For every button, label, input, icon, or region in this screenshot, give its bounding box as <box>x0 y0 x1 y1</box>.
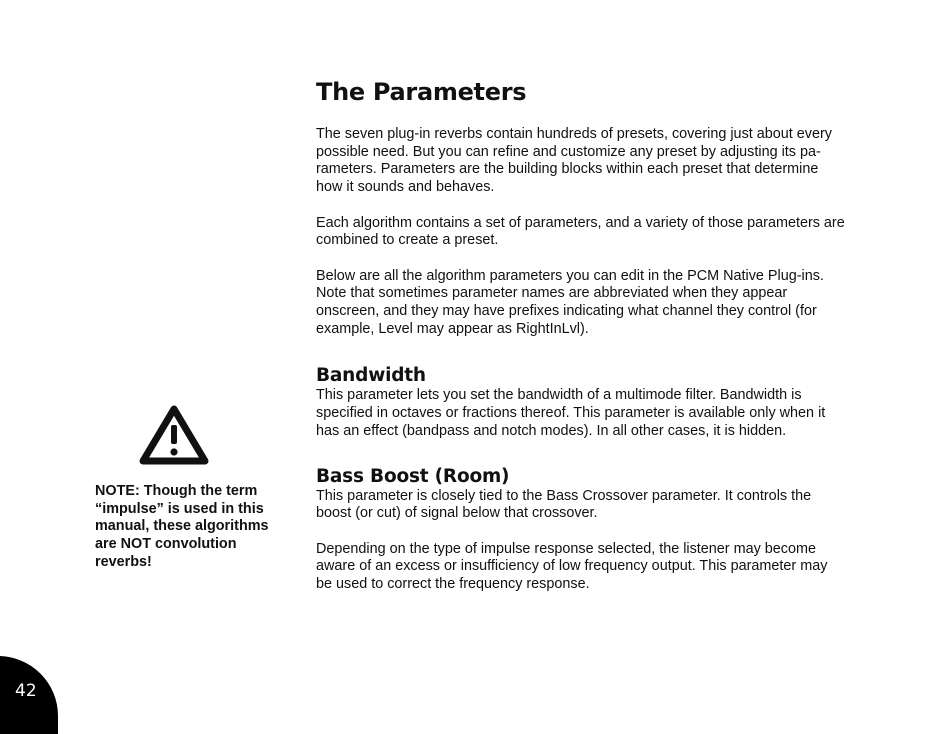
page-number: 42 <box>15 681 37 701</box>
warning-icon <box>137 403 211 469</box>
bass-boost-paragraph-1: This parameter is closely tied to the Bass Crossover parameter. It controls the boost (or cut) of signal below that crossover. <box>316 487 812 522</box>
intro-paragraph-2: Each algorithm contains a set of parameters, and a variety of those parameters are combined to create a preset. <box>316 214 845 249</box>
main-content <box>316 74 846 594</box>
intro-paragraph-3: Below are all the algorithm parameters you can edit in the PCM Native Plug-ins. Note that sometimes parameter names are abbreviated when they appear onscreen, and they may have prefixes indicating what channel they control (for example, Level may appear as RightInLvl). <box>316 267 824 337</box>
section-heading-bandwidth: Bandwidth <box>316 365 426 387</box>
section-heading-bass-boost: Bass Boost (Room) <box>316 465 510 487</box>
bass-boost-paragraph-2: Depending on the type of impulse response selected, the listener may become aware of an excess or insufficiency of low frequency output. This parameter may be used to correct the frequency response. <box>316 540 828 593</box>
page-title: The Parameters <box>316 78 527 106</box>
sidebar-note: NOTE: Though the term “impulse” is used in this manual, these algorithms are NOT convolution reverbs! <box>95 483 269 570</box>
bandwidth-paragraph: This parameter lets you set the bandwidth of a multimode filter. Bandwidth is specified in octaves or fractions thereof. This parameter is available only when it has an effect (bandpass and notch modes). In all other cases, it is hidden. <box>316 387 826 439</box>
intro-paragraph-1: The seven plug-in reverbs contain hundreds of presets, covering just about every possible need. But you can refine and customize any preset by adjusting its pa-rameters. Parameters are the building blocks within each preset that determine how it sounds and behaves. <box>316 126 832 196</box>
